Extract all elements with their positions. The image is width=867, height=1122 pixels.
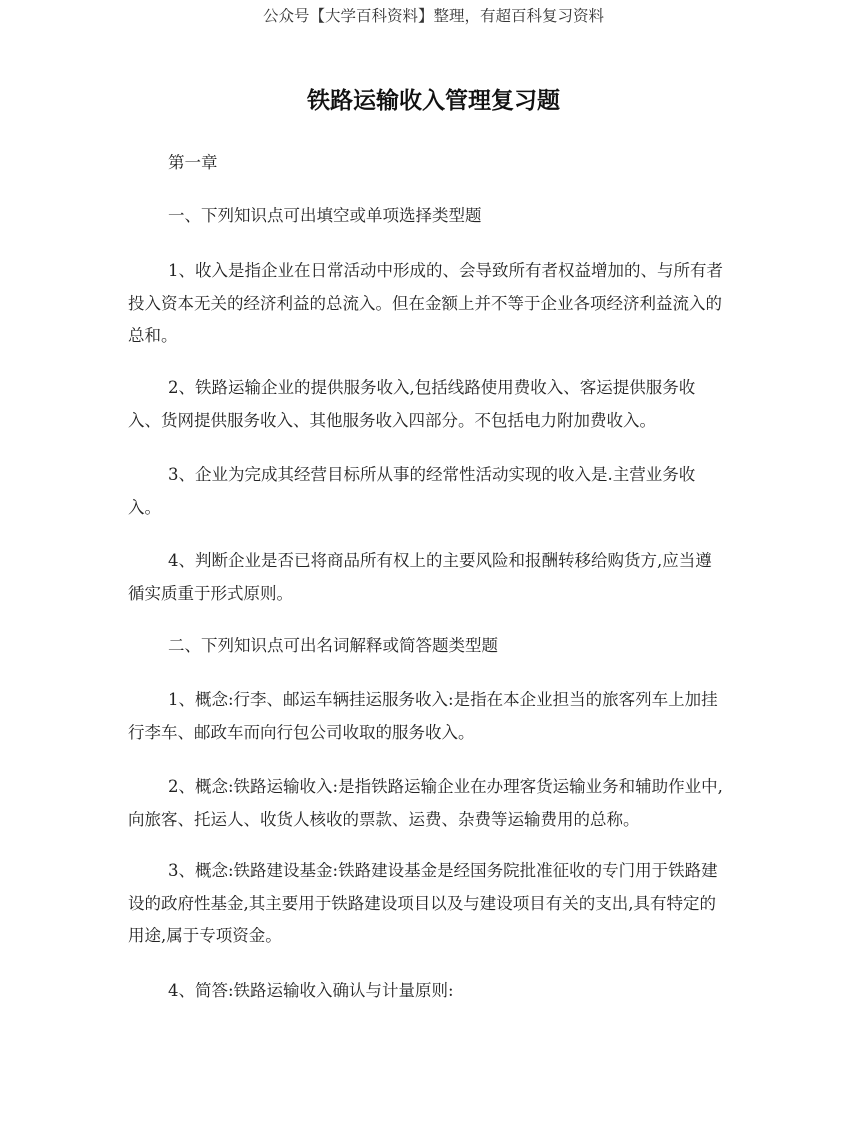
paragraph [128, 975, 768, 1008]
text-line: 投入资本无关的经济利益的总流入。但在金额上并不等于企业各项经济利益流入的 [128, 293, 722, 313]
text-line: 用途,属于专项资金。 [128, 926, 282, 945]
text-line: 2、概念:铁路运输收入:是指铁路运输企业在办理客货运输业务和辅助作业中, [168, 777, 723, 796]
text-line: 入。 [128, 497, 161, 517]
text-line: 1、概念:行李、邮运车辆挂运服务收入:是指在本企业担当的旅客列车上加挂 [168, 690, 718, 709]
text-line: 循实质重于形式原则。 [128, 583, 293, 603]
text-line: 第一章 [168, 153, 218, 172]
text-line: 一、下列知识点可出填空或单项选择类型题 [168, 206, 482, 225]
paragraph [128, 855, 768, 953]
paragraph [128, 545, 768, 610]
chapter-heading [128, 147, 768, 180]
text-line: 2、铁路运输企业的提供服务收入,包括线路使用费收入、客运提供服务收 [168, 378, 696, 397]
paragraph [128, 255, 768, 353]
paragraph [128, 459, 768, 524]
text-line: 3、概念:铁路建设基金:铁路建设基金是经国务院批准征收的专门用于铁路建 [168, 861, 718, 880]
text-line: 向旅客、托运人、收货人核收的票款、运费、杂费等运输费用的总称。 [128, 809, 640, 829]
text-line: 4、判断企业是否已将商品所有权上的主要风险和报酬转移给购货方,应当遵 [168, 551, 712, 570]
document-title: 铁路运输收入管理复习题 [307, 87, 560, 114]
paragraph [128, 771, 768, 836]
text-line: 3、企业为完成其经营目标所从事的经常性活动实现的收入是.主营业务收 [168, 465, 696, 484]
page-header: 公众号【大学百科资料】整理，有超百科复习资料 [262, 7, 604, 25]
text-line: 总和。 [128, 326, 178, 345]
text-line: 二、下列知识点可出名词解释或简答题类型题 [168, 636, 498, 655]
text-line: 行李车、邮政车而向行包公司收取的服务收入。 [128, 722, 475, 742]
text-line: 4、简答:铁路运输收入确认与计量原则: [168, 981, 454, 1000]
section-heading [128, 200, 768, 233]
section-heading [128, 630, 768, 663]
paragraph [128, 684, 768, 749]
paragraph [128, 372, 768, 437]
text-line: 入、货网提供服务收入、其他服务收入四部分。不包括电力附加费收入。 [128, 410, 656, 430]
text-line: 1、收入是指企业在日常活动中形成的、会导致所有者权益增加的、与所有者 [168, 261, 723, 280]
text-line: 设的政府性基金,其主要用于铁路建设项目以及与建设项目有关的支出,具有特定的 [128, 893, 716, 913]
